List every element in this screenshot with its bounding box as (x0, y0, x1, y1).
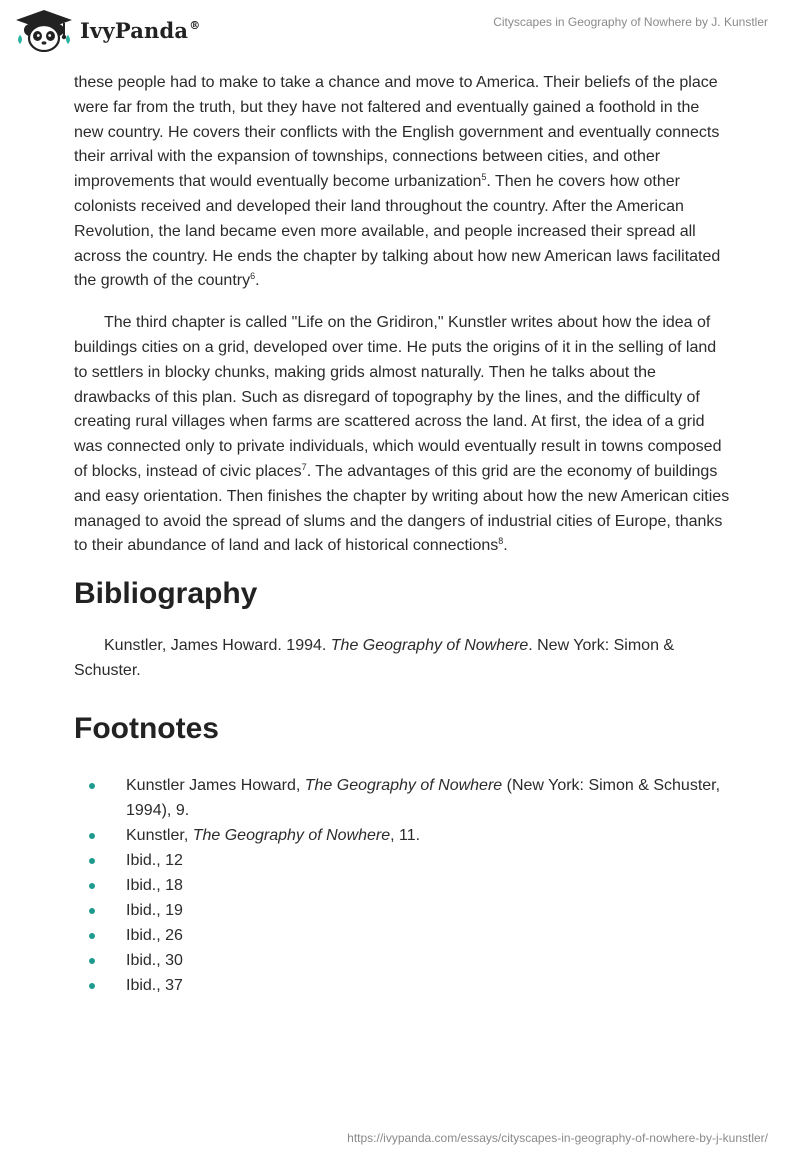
footnote-item: Kunstler, The Geography of Nowhere, 11. (74, 823, 730, 848)
footnote-ref[interactable]: 6 (250, 271, 256, 282)
essay-content (74, 71, 730, 998)
bullet-icon (89, 858, 95, 864)
source-url[interactable]: https://ivypanda.com/essays/cityscapes-in-geography-of-nowhere-by-j-kunstler/ (347, 1131, 768, 1145)
bullet-icon (89, 883, 95, 889)
bullet-icon (89, 833, 95, 839)
bibliography-entry: Kunstler, James Howard. 1994. The Geography of Nowhere. New York: Simon & Schuster. (74, 637, 675, 679)
footnote-ref[interactable]: 7 (301, 461, 307, 472)
paragraph-third-chapter: The third chapter is called "Life on the Gridiron," Kunstler writes about how the idea of buildings cities on a grid, developed over time. He puts the origins of it in the selling of land to settlers in blocky chunks, making grids almost naturally. Then he talks about the drawbacks of this plan. Such as disregard of topography by the lines, and the difficulty of creating rural villages when farms are scattered across the land. At first, the idea of a grid was connected only to private individuals, which would eventually result in towns composed of blocks, instead of civic places$^7$. The advantages of this grid are the economy of buildings and easy orientation. Then finishes the chapter by writing about how the new American cities managed to avoid the spread of slums and the dangers of industrial cities of Europe, thanks to their abundance of land and lack of historical connections$^8$. (74, 314, 730, 555)
page-header (0, 0, 800, 62)
panda-graduate-icon (14, 8, 74, 52)
bibliography-heading: Bibliography (74, 577, 258, 611)
brand-name: IvyPanda® (80, 17, 201, 43)
paragraph-continued: these people had to make to take a chance and move to America. Their beliefs of the place were far from the truth, but they have not faltered and eventually gained a foothold in the new country. He covers their conflicts with the English government and eventually connects their arrival with the expansion of townships, connections between cities, and other improvements that would eventually become urbanization$^5$. Then he covers how other colonists received and developed their land throughout the country. After the American Revolution, the land became even more available, and people increased their spread all across the country. He ends the chapter by talking about how new American laws facilitated the growth of the country$^6$. (74, 74, 721, 290)
footnote-item: Ibid., 18 (74, 873, 730, 898)
footnote-ref[interactable]: 5 (481, 172, 487, 183)
footnotes-heading: Footnotes (74, 711, 219, 745)
footnote-ref[interactable]: 8 (498, 536, 504, 547)
bullet-icon (89, 983, 95, 989)
document-title: Cityscapes in Geography of Nowhere by J. Kunstler (493, 15, 768, 29)
footnote-item: Ibid., 26 (74, 923, 730, 948)
footnote-item: Ibid., 19 (74, 898, 730, 923)
footnote-item: Ibid., 37 (74, 973, 730, 998)
bullet-icon (89, 783, 95, 789)
footnote-item: Kunstler James Howard, The Geography of Nowhere (New York: Simon & Schuster, 1994), 9. (74, 773, 730, 823)
footnotes-list (74, 773, 730, 998)
bullet-icon (89, 958, 95, 964)
brand-logo[interactable] (14, 8, 200, 52)
bullet-icon (89, 908, 95, 914)
footnote-item: Ibid., 12 (74, 848, 730, 873)
footnote-item: Ibid., 30 (74, 948, 730, 973)
bullet-icon (89, 933, 95, 939)
